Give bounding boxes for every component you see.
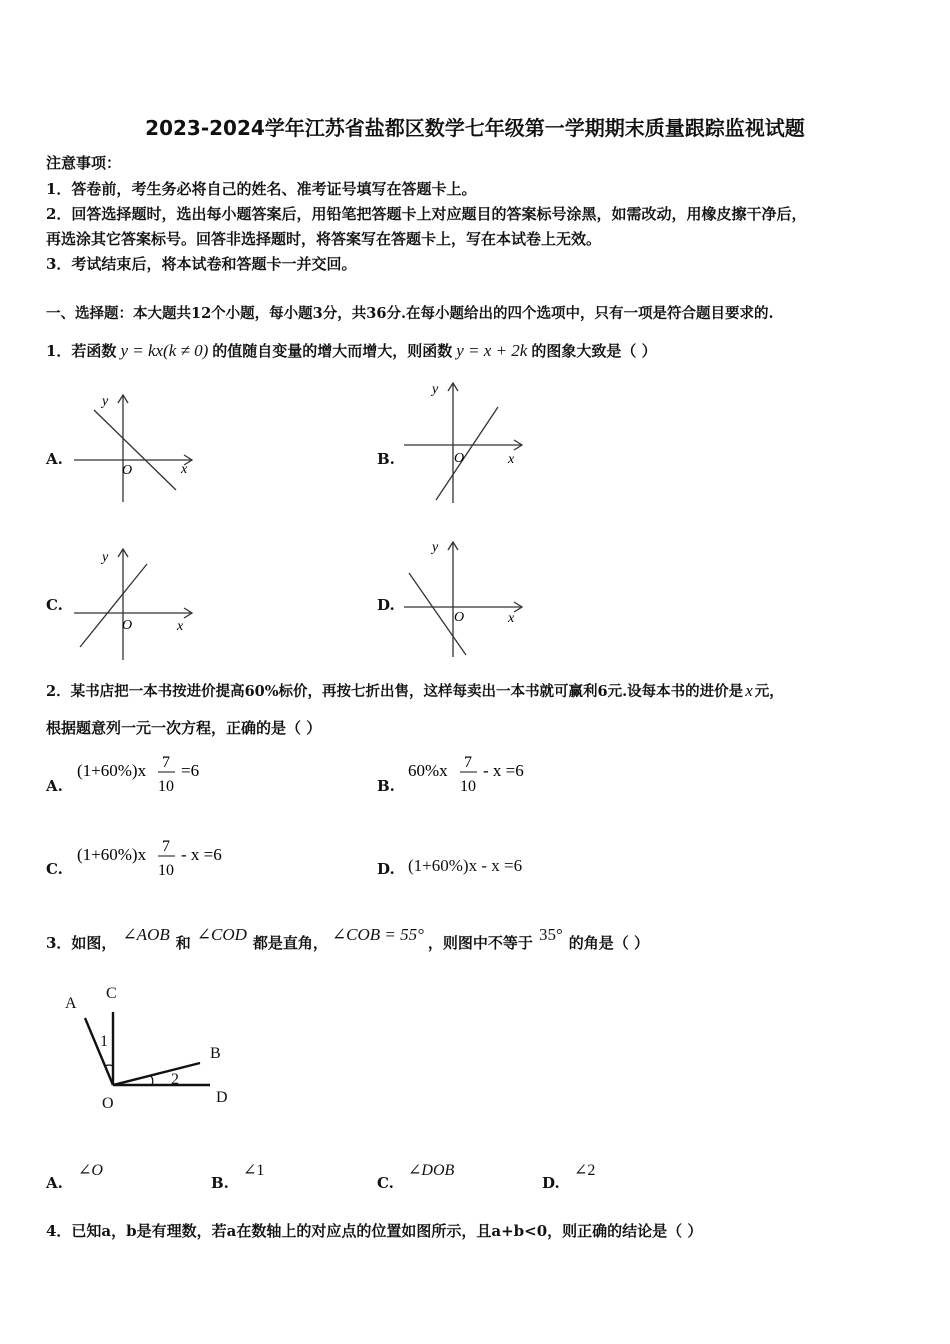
label-b: B [210,1045,221,1062]
notice-item-3: 3．考试结束后，将本试卷和答题卡一并交回。 [46,255,357,273]
q2-option-d: (1+60%)x - x =6 [408,856,523,875]
ray-oa [85,1018,113,1085]
q2-option-b [408,750,558,802]
y-label: y [432,382,439,397]
label-d: D [216,1089,228,1106]
x-label: x [508,452,515,467]
x-label: x [508,611,515,626]
notice-item-2: 2．回答选择题时，选出每小题答案后，用铅笔把答题卡上对应题目的答案标号涂黑，如需改动，用橡皮擦干净后， [46,205,807,223]
notice-heading: 注意事项： [46,154,122,172]
q3-option-a-label: A. [46,1174,63,1192]
q3-option-b-label: B. [211,1174,229,1192]
origin-label: O [454,610,465,625]
q2-option-c-label: C. [46,860,63,878]
svg-text:60%x: 60%x [408,761,448,780]
label-angle-1: 1 [100,1033,108,1050]
q3-option-d: ∠2 [574,1162,596,1179]
svg-text:7: 7 [464,754,472,771]
q1-graph-b [398,375,528,505]
q2-option-a [77,750,227,802]
origin-label: O [454,451,465,466]
q4-stem: 4．已知a，b是有理数，若a在数轴上的对应点的位置如图所示，且a+b<0，则正确的结论是（ ） [46,1222,703,1240]
graph-line [436,407,498,500]
x-label: x [177,619,184,634]
q1-graph-a [66,385,206,510]
notice-item-2-cont: 再选涂其它答案标号。回答非选择题时，将答案写在答题卡上，写在本试卷上无效。 [46,230,602,248]
q2-option-a-label: A. [46,777,63,795]
q1-graph-c [66,545,201,665]
label-a: A [65,995,77,1012]
q1-option-d-label: D. [377,596,395,614]
q1-option-a-label: A. [46,450,63,468]
q1-formula-1: y = kx(k ≠ 0) [120,341,209,360]
svg-text:- x =6: - x =6 [483,761,524,780]
q2-stem-line1: 2．某书店把一本书按进价提高60%标价，再按七折出售，这样每卖出一本书就可赢利6元.设每本书的进价是 x 元， [46,681,784,700]
angle-1-arc [105,1065,113,1066]
q3-option-a: ∠O [78,1162,103,1179]
q2-option-d-label: D. [377,860,395,878]
q2-stem-line2: 根据题意列一元一次方程，正确的是（ ） [46,719,322,737]
label-c: C [106,985,117,1002]
q3-option-c-label: C. [377,1174,394,1192]
y-label: y [102,394,109,409]
svg-text:(1+60%)x: (1+60%)x [77,845,147,864]
x-label: x [181,462,188,477]
svg-text:10: 10 [158,778,174,795]
label-o: O [102,1095,114,1112]
q1-graph-d [398,537,528,662]
origin-label: O [122,618,133,633]
section-heading: 一、选择题：本大题共12个小题，每小题3分，共36分.在每小题给出的四个选项中，只有一项是符合题目要求的. [46,305,774,322]
q3-angle-figure [55,980,245,1115]
page-title: 2023-2024学年江苏省盐都区数学七年级第一学期期末质量跟踪监视试题 [145,116,805,140]
ray-ob [113,1063,200,1085]
svg-text:7: 7 [162,838,170,855]
q2-option-b-label: B. [377,777,395,795]
svg-text:(1+60%)x: (1+60%)x [77,761,147,780]
q1-option-b-label: B. [377,450,395,468]
q1-formula-2: y = x + 2k [456,341,528,360]
q3-option-d-label: D. [542,1174,560,1192]
svg-text:7: 7 [162,754,170,771]
angle-2-arc [151,1076,153,1085]
origin-label: O [122,463,133,478]
svg-text:- x =6: - x =6 [181,845,222,864]
label-angle-2: 2 [171,1071,179,1088]
q3-option-b: ∠1 [243,1162,265,1179]
graph-line [80,564,147,647]
y-label: y [432,540,439,555]
q2-option-c [77,834,257,886]
svg-text:=6: =6 [181,761,200,780]
q3-stem: 3．如图， ∠AOB 和 ∠COD 都是直角， ∠COB = 55° ，则图中不等于 35° 的角是（ ） [46,925,649,952]
notice-item-1: 1．答卷前，考生务必将自己的姓名、准考证号填写在答题卡上。 [46,180,477,198]
svg-text:10: 10 [460,778,476,795]
q1-option-c-label: C. [46,596,63,614]
svg-text:10: 10 [158,862,174,879]
y-label: y [102,550,109,565]
graph-line [94,410,176,490]
q1-stem: 1．若函数 y = kx(k ≠ 0) 的值随自变量的增大而增大，则函数 y = x + 2k 的图象大致是（ ） [46,341,657,360]
q3-option-c: ∠DOB [408,1162,455,1179]
